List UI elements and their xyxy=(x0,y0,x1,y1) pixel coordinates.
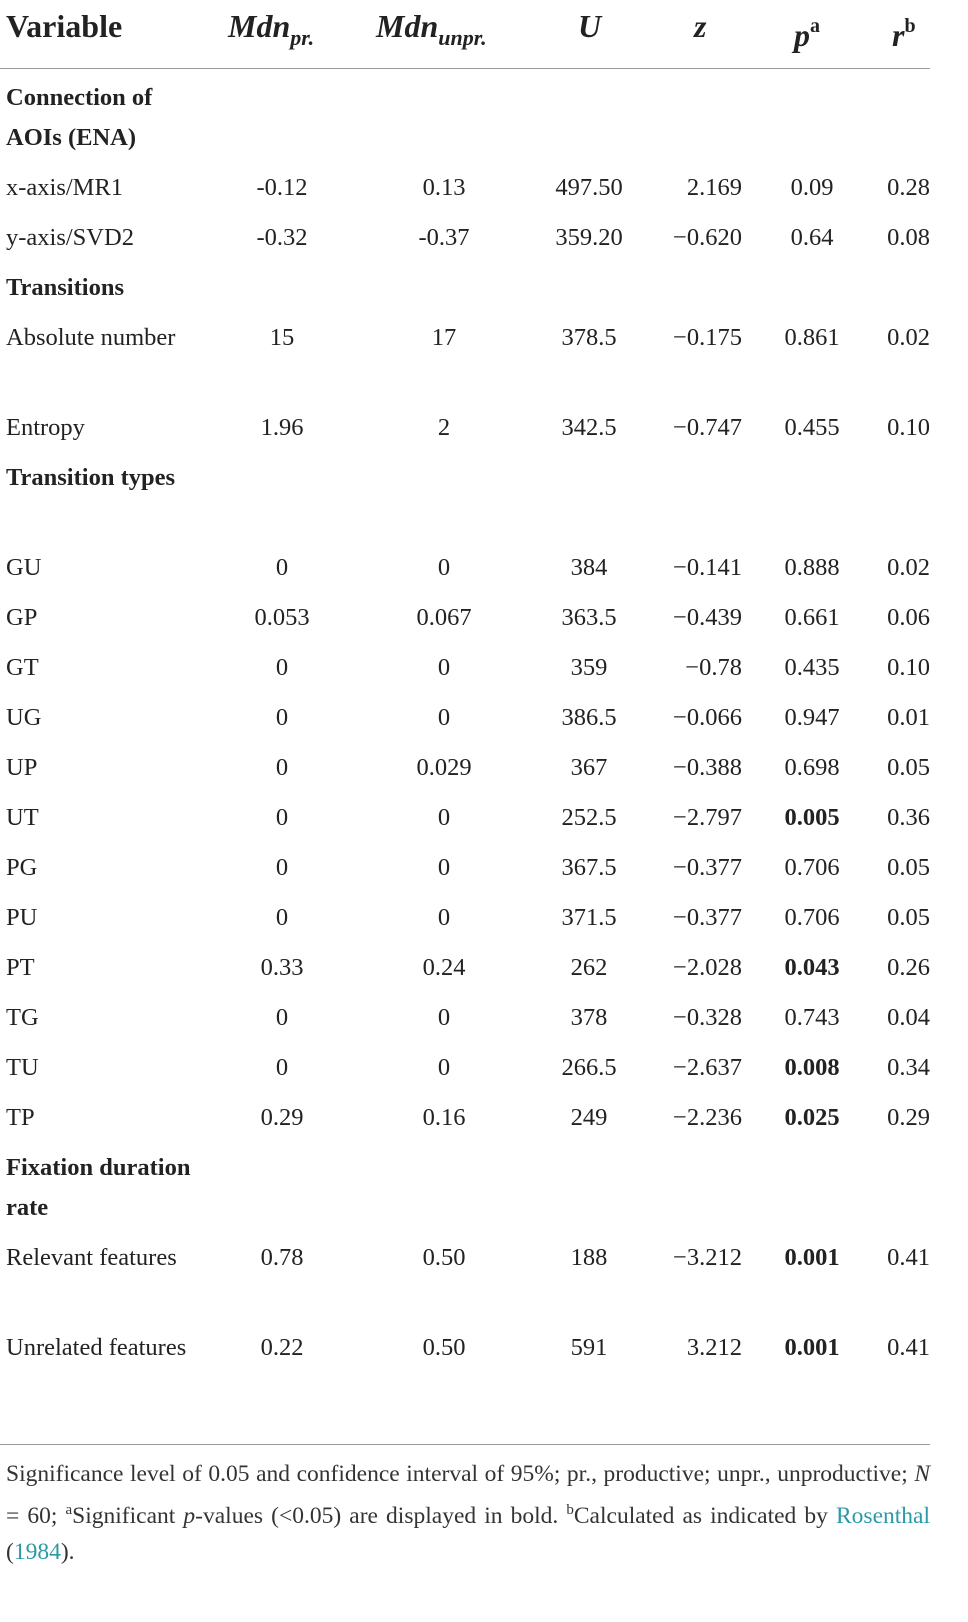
cell-p: 0.947 xyxy=(784,704,840,731)
table-body xyxy=(0,78,968,1418)
cell-z: −0.439 xyxy=(673,604,742,631)
footer-rule xyxy=(0,1444,930,1445)
cell-p: 0.698 xyxy=(784,754,840,781)
header-p: $p^a$ xyxy=(794,15,820,53)
cell-mdn-unpr: 0 xyxy=(437,1004,451,1031)
cell-mdn-unpr: -0.37 xyxy=(418,224,470,251)
cell-z: −2.236 xyxy=(673,1104,742,1131)
variable-label: GP xyxy=(6,604,38,631)
table-row xyxy=(0,798,968,848)
table-row xyxy=(0,1238,968,1328)
table-row xyxy=(0,948,968,998)
variable-label: Absolute number xyxy=(6,324,176,351)
cell-u: 359.20 xyxy=(555,224,623,251)
cell-mdn-pr: 0 xyxy=(275,904,289,931)
cell-z: −0.066 xyxy=(673,704,742,731)
cell-mdn-pr: 0.22 xyxy=(260,1334,304,1361)
cell-u: 262 xyxy=(570,954,608,981)
cell-p: 0.001 xyxy=(784,1334,840,1361)
cell-u: 367.5 xyxy=(561,854,617,881)
cell-z: −0.78 xyxy=(685,654,742,681)
table-row xyxy=(0,408,968,458)
cell-z: −0.175 xyxy=(673,324,742,351)
cell-u: 384 xyxy=(570,554,608,581)
variable-label: PU xyxy=(6,904,38,931)
variable-label: x-axis/MR1 xyxy=(6,174,124,201)
table-footnote: Significance level of 0.05 and confidence interval of 95%; pr., productive; unpr., unproductive; N = 60; $^a$Significant p-values (<0.05) are displayed in bold. $^b$Calculated as indicated by Rosenthal (1984). xyxy=(6,1461,930,1565)
cell-r: 0.26 xyxy=(887,954,930,981)
cell-r: 0.05 xyxy=(887,904,930,931)
cell-u: 591 xyxy=(570,1334,608,1361)
cell-mdn-pr: 0 xyxy=(275,654,289,681)
cell-r: 0.08 xyxy=(887,224,930,251)
cell-p: 0.435 xyxy=(784,654,840,681)
cell-mdn-unpr: 0 xyxy=(437,704,451,731)
cell-z: −2.637 xyxy=(673,1054,742,1081)
variable-label: PT xyxy=(6,954,35,981)
table-row xyxy=(0,648,968,698)
cell-p: 0.661 xyxy=(784,604,840,631)
cell-mdn-pr: 0 xyxy=(275,1054,289,1081)
cell-r: 0.04 xyxy=(887,1004,930,1031)
header-u: U xyxy=(578,8,602,44)
cell-z: −0.388 xyxy=(673,754,742,781)
variable-label: UP xyxy=(6,754,38,781)
cell-mdn-pr: 0.33 xyxy=(260,954,304,981)
cell-p: 0.001 xyxy=(784,1244,840,1271)
table-row xyxy=(0,318,968,408)
cell-r: 0.41 xyxy=(887,1334,930,1361)
table-row xyxy=(0,848,968,898)
variable-label: UG xyxy=(6,704,42,731)
variable-label: TG xyxy=(6,1004,39,1031)
cell-r: 0.34 xyxy=(887,1054,930,1081)
section-label: Fixation duration rate xyxy=(6,1154,191,1221)
cell-p: 0.455 xyxy=(784,414,840,441)
cell-u: 249 xyxy=(570,1104,608,1131)
cell-r: 0.01 xyxy=(887,704,930,731)
cell-mdn-unpr: 0.16 xyxy=(422,1104,466,1131)
cell-mdn-pr: 1.96 xyxy=(260,414,304,441)
cell-mdn-pr: 0 xyxy=(275,804,289,831)
cell-z: −0.620 xyxy=(673,224,742,251)
variable-label: y-axis/SVD2 xyxy=(6,224,134,251)
cell-z: −0.747 xyxy=(673,414,742,441)
cell-r: 0.10 xyxy=(887,414,930,441)
header-z: z xyxy=(694,8,707,44)
cell-r: 0.02 xyxy=(887,554,930,581)
cell-mdn-pr: 0.78 xyxy=(260,1244,304,1271)
header-r: $r^b$ xyxy=(892,15,916,53)
cell-u: 359 xyxy=(570,654,608,681)
header-mdn-pr: Mdn$_{pr.}$ xyxy=(228,8,315,50)
cell-u: 378.5 xyxy=(561,324,617,351)
cell-z: 3.212 xyxy=(686,1334,742,1361)
variable-label: Relevant features xyxy=(6,1244,177,1271)
cell-p: 0.64 xyxy=(790,224,834,251)
cell-mdn-pr: 0.053 xyxy=(254,604,310,631)
section-label: Connection of AOIs (ENA) xyxy=(6,84,153,151)
cell-p: 0.706 xyxy=(784,854,840,881)
cell-u: 367 xyxy=(570,754,608,781)
cell-mdn-pr: -0.12 xyxy=(256,174,308,201)
cell-z: −0.377 xyxy=(673,854,742,881)
variable-label: UT xyxy=(6,804,39,831)
table-row xyxy=(0,598,968,648)
cell-r: 0.10 xyxy=(887,654,930,681)
cell-mdn-unpr: 2 xyxy=(437,414,451,441)
cell-z: −2.028 xyxy=(673,954,742,981)
section-row xyxy=(0,78,968,168)
section-label: Transition types xyxy=(6,464,176,491)
cell-mdn-pr: -0.32 xyxy=(256,224,308,251)
reference-link-author[interactable]: Rosenthal xyxy=(836,1503,930,1529)
cell-mdn-unpr: 0 xyxy=(437,554,451,581)
cell-mdn-unpr: 0.029 xyxy=(416,754,472,781)
table-header xyxy=(0,0,968,68)
cell-mdn-pr: 15 xyxy=(269,324,295,351)
cell-p: 0.043 xyxy=(784,954,840,981)
cell-p: 0.008 xyxy=(784,1054,840,1081)
section-label: Transitions xyxy=(6,274,124,301)
cell-p: 0.743 xyxy=(784,1004,840,1031)
variable-label: Unrelated features xyxy=(6,1334,187,1361)
table-row xyxy=(0,898,968,948)
cell-r: 0.29 xyxy=(887,1104,930,1131)
cell-mdn-pr: 0 xyxy=(275,554,289,581)
table-row xyxy=(0,218,968,268)
cell-r: 0.06 xyxy=(887,604,930,631)
table-row xyxy=(0,1098,968,1148)
cell-mdn-pr: 0 xyxy=(275,754,289,781)
cell-u: 188 xyxy=(570,1244,608,1271)
cell-mdn-pr: 0.29 xyxy=(260,1104,304,1131)
variable-label: PG xyxy=(6,854,38,881)
cell-z: −0.377 xyxy=(673,904,742,931)
table-row xyxy=(0,998,968,1048)
variable-label: GT xyxy=(6,654,39,681)
cell-mdn-unpr: 0.067 xyxy=(416,604,472,631)
cell-r: 0.02 xyxy=(887,324,930,351)
cell-p: 0.025 xyxy=(784,1104,840,1131)
cell-r: 0.28 xyxy=(887,174,930,201)
variable-label: TP xyxy=(6,1104,35,1131)
table-row xyxy=(0,748,968,798)
section-row xyxy=(0,458,968,548)
cell-r: 0.05 xyxy=(887,854,930,881)
section-row xyxy=(0,268,968,318)
cell-u: 252.5 xyxy=(561,804,617,831)
header-rule xyxy=(0,68,930,69)
header-mdn-unpr: Mdn$_{unpr.}$ xyxy=(376,8,487,50)
variable-label: Entropy xyxy=(6,414,85,441)
variable-label: TU xyxy=(6,1054,39,1081)
cell-r: 0.05 xyxy=(887,754,930,781)
cell-r: 0.36 xyxy=(887,804,930,831)
reference-link-year[interactable]: 1984 xyxy=(13,1539,61,1565)
cell-u: 497.50 xyxy=(555,174,623,201)
cell-u: 386.5 xyxy=(561,704,617,731)
cell-mdn-unpr: 0 xyxy=(437,804,451,831)
cell-p: 0.005 xyxy=(784,804,840,831)
cell-mdn-pr: 0 xyxy=(275,704,289,731)
table-row xyxy=(0,548,968,598)
cell-u: 378 xyxy=(570,1004,608,1031)
section-row xyxy=(0,1148,968,1238)
cell-p: 0.888 xyxy=(784,554,840,581)
cell-mdn-unpr: 0.13 xyxy=(422,174,466,201)
cell-z: 2.169 xyxy=(686,174,742,201)
cell-mdn-pr: 0 xyxy=(275,1004,289,1031)
cell-z: −0.141 xyxy=(673,554,742,581)
cell-mdn-unpr: 0 xyxy=(437,1054,451,1081)
cell-mdn-unpr: 0 xyxy=(437,654,451,681)
cell-mdn-unpr: 0.50 xyxy=(422,1244,466,1271)
cell-r: 0.41 xyxy=(887,1244,930,1271)
table-row xyxy=(0,168,968,218)
cell-u: 363.5 xyxy=(561,604,617,631)
header-variable: Variable xyxy=(6,8,123,44)
cell-z: −0.328 xyxy=(673,1004,742,1031)
cell-u: 342.5 xyxy=(561,414,617,441)
variable-label: GU xyxy=(6,554,42,581)
cell-mdn-unpr: 17 xyxy=(431,324,457,351)
cell-mdn-unpr: 0.24 xyxy=(422,954,466,981)
cell-mdn-unpr: 0.50 xyxy=(422,1334,466,1361)
cell-p: 0.09 xyxy=(790,174,834,201)
cell-mdn-unpr: 0 xyxy=(437,854,451,881)
cell-mdn-unpr: 0 xyxy=(437,904,451,931)
cell-p: 0.861 xyxy=(784,324,840,351)
cell-mdn-pr: 0 xyxy=(275,854,289,881)
cell-z: −3.212 xyxy=(673,1244,742,1271)
cell-z: −2.797 xyxy=(673,804,742,831)
table-row xyxy=(0,1048,968,1098)
cell-p: 0.706 xyxy=(784,904,840,931)
table-row xyxy=(0,1328,968,1418)
table-row xyxy=(0,698,968,748)
cell-u: 266.5 xyxy=(561,1054,617,1081)
cell-u: 371.5 xyxy=(561,904,617,931)
